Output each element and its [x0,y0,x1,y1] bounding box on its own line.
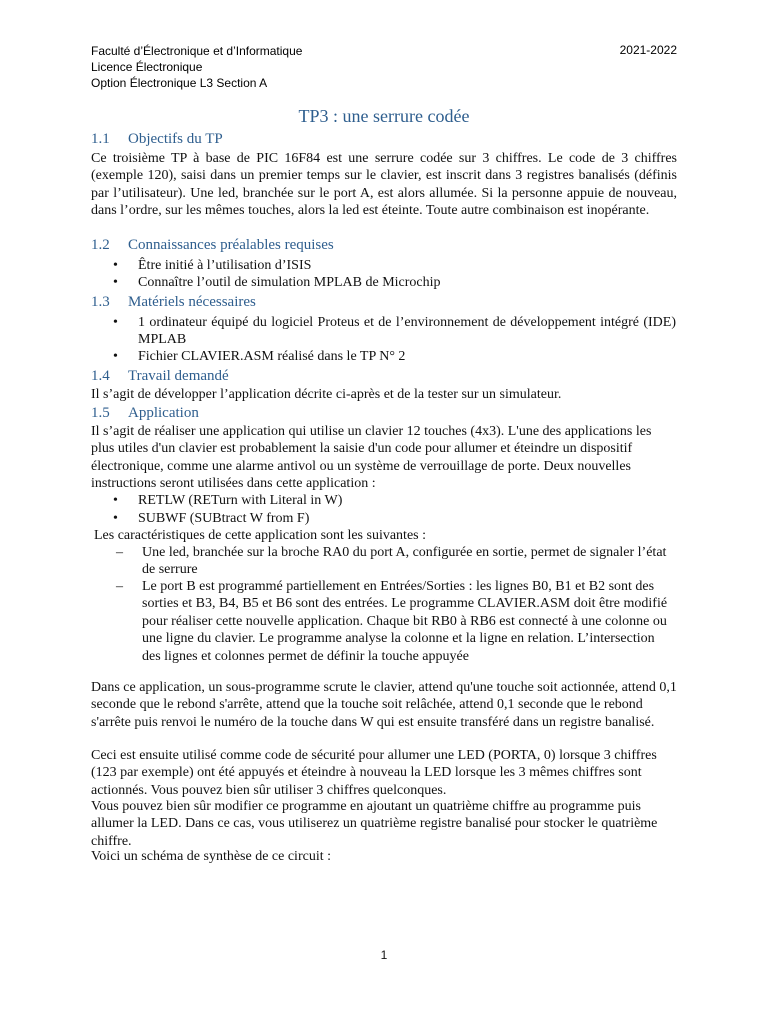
application-intro-paragraph: Il s’agit de réaliser une application qui utilise un clavier 12 touches (4x3). L'une des applications les plus utiles d'un clavier est probablement la saisie d'un code pour allumer et éteindre un dispositif électronique, comme une alarme antivol ou un système de verrouillage de porte. Deux nouvelles instructions seront utilisées dans cette application : [91,424,652,492]
bullet-icon: • [113,258,118,273]
section-number: 1.1 [91,131,110,147]
header-faculty: Faculté d’Électronique et d’Informatique [91,44,303,58]
header-year: 2021-2022 [619,43,677,57]
section-heading-travail [91,368,229,385]
list-item-text: 1 ordinateur équipé du logiciel Proteus et de l’environnement de développement intégré (IDE) MPLAB [138,315,676,347]
section-title: Matériels nécessaires [128,294,256,310]
section-title: Travail demandé [128,368,229,384]
section-heading-materiels [91,294,256,311]
objectifs-paragraph: Ce troisième TP à base de PIC 16F84 est une serrure codée sur 3 chiffres. Le code de 3 chiffres (exemple 120), saisi dans un premier temps sur le clavier, est inscrit dans 3 registres banalisés (définis par l’utilisateur). Une led, branchée sur le port A, est alors allumée. Si la personne appuie de nouveau, dans l’ordre, sur les mêmes touches, alors la led est éteinte. Toute autre combinaison est inopérante. [91,151,677,219]
section-number: 1.4 [91,368,110,384]
list-item-text: RETLW (RETurn with Literal in W) [138,493,343,508]
dash-marker-icon: – [116,545,123,560]
page-number: 1 [380,948,388,962]
section-heading-objectifs [91,131,223,148]
section-heading-connaissances [91,237,334,254]
list-item-text: Connaître l’outil de simulation MPLAB de Microchip [138,275,441,290]
section-title: Connaissances préalables requises [128,237,334,253]
bullet-icon: • [113,349,118,364]
header-option: Option Électronique L3 Section A [91,76,268,90]
caracteristiques-intro: Les caractéristiques de cette application sont les suivantes : [94,528,426,543]
body-paragraph: Vous pouvez bien sûr modifier ce programme en ajoutant un quatrième chiffre au programme puis allumer la LED. Dans ce cas, vous utiliserez un quatrième registre banalisé pour stocker le quatrième chiffre. [91,799,658,849]
list-item-text: Une led, branchée sur la broche RA0 du port A, configurée en sortie, permet de signaler l’état de serrure [142,545,667,578]
travail-paragraph: Il s’agit de développer l’application décrite ci-après et de la tester sur un simulateur. [91,387,562,402]
bullet-icon: • [113,315,118,330]
list-item-text: Le port B est programmé partiellement en Entrées/Sorties : les lignes B0, B1 et B2 sont des sorties et B3, B4, B5 et B6 sont des entrées. Le programme CLAVIER.ASM doit être modifié pour réaliser cette nouvelle application. Chaque bit RB0 à RB6 est connecté à une colonne ou une ligne du clavier. Le programme analyse la colonne et la ligne en relation. L’intersection des lignes et colonnes permet de définir la touche appuyée [142,579,668,664]
section-title: Application [128,405,199,421]
section-heading-application [91,405,199,422]
list-item-text: Fichier CLAVIER.ASM réalisé dans le TP N° 2 [138,349,406,364]
list-item-text: SUBWF (SUBtract W from F) [138,511,310,526]
body-paragraph: Ceci est ensuite utilisé comme code de sécurité pour allumer une LED (PORTA, 0) lorsque 3 chiffres (123 par exemple) ont été appuyés et éteindre à nouveau la LED lorsque les 3 mêmes chiffres sont actionnés. Vous pouvez bien sûr utiliser 3 chiffres quelconques. [91,748,657,798]
header-licence: Licence Électronique [91,60,203,74]
section-title: Objectifs du TP [128,131,223,147]
body-paragraph: Voici un schéma de synthèse de ce circuit : [91,849,331,864]
bullet-icon: • [113,275,118,290]
bullet-icon: • [113,511,118,526]
section-number: 1.3 [91,294,110,310]
dash-marker-icon: – [116,579,123,594]
section-number: 1.5 [91,405,110,421]
bullet-icon: • [113,493,118,508]
body-paragraph: Dans ce application, un sous-programme scrute le clavier, attend qu'une touche soit actionnée, attend 0,1 seconde que le rebond s'arrête, attend que la touche soit relâchée, attend 0,1 seconde que le rebond s'arrête puis renvoi le numéro de la touche dans W qui est ensuite transféré dans un registre banalisé. [91,680,677,730]
section-number: 1.2 [91,237,110,253]
document-title: TP3 : une serrure codée [298,106,470,126]
list-item-text: Être initié à l’utilisation d’ISIS [138,258,312,273]
